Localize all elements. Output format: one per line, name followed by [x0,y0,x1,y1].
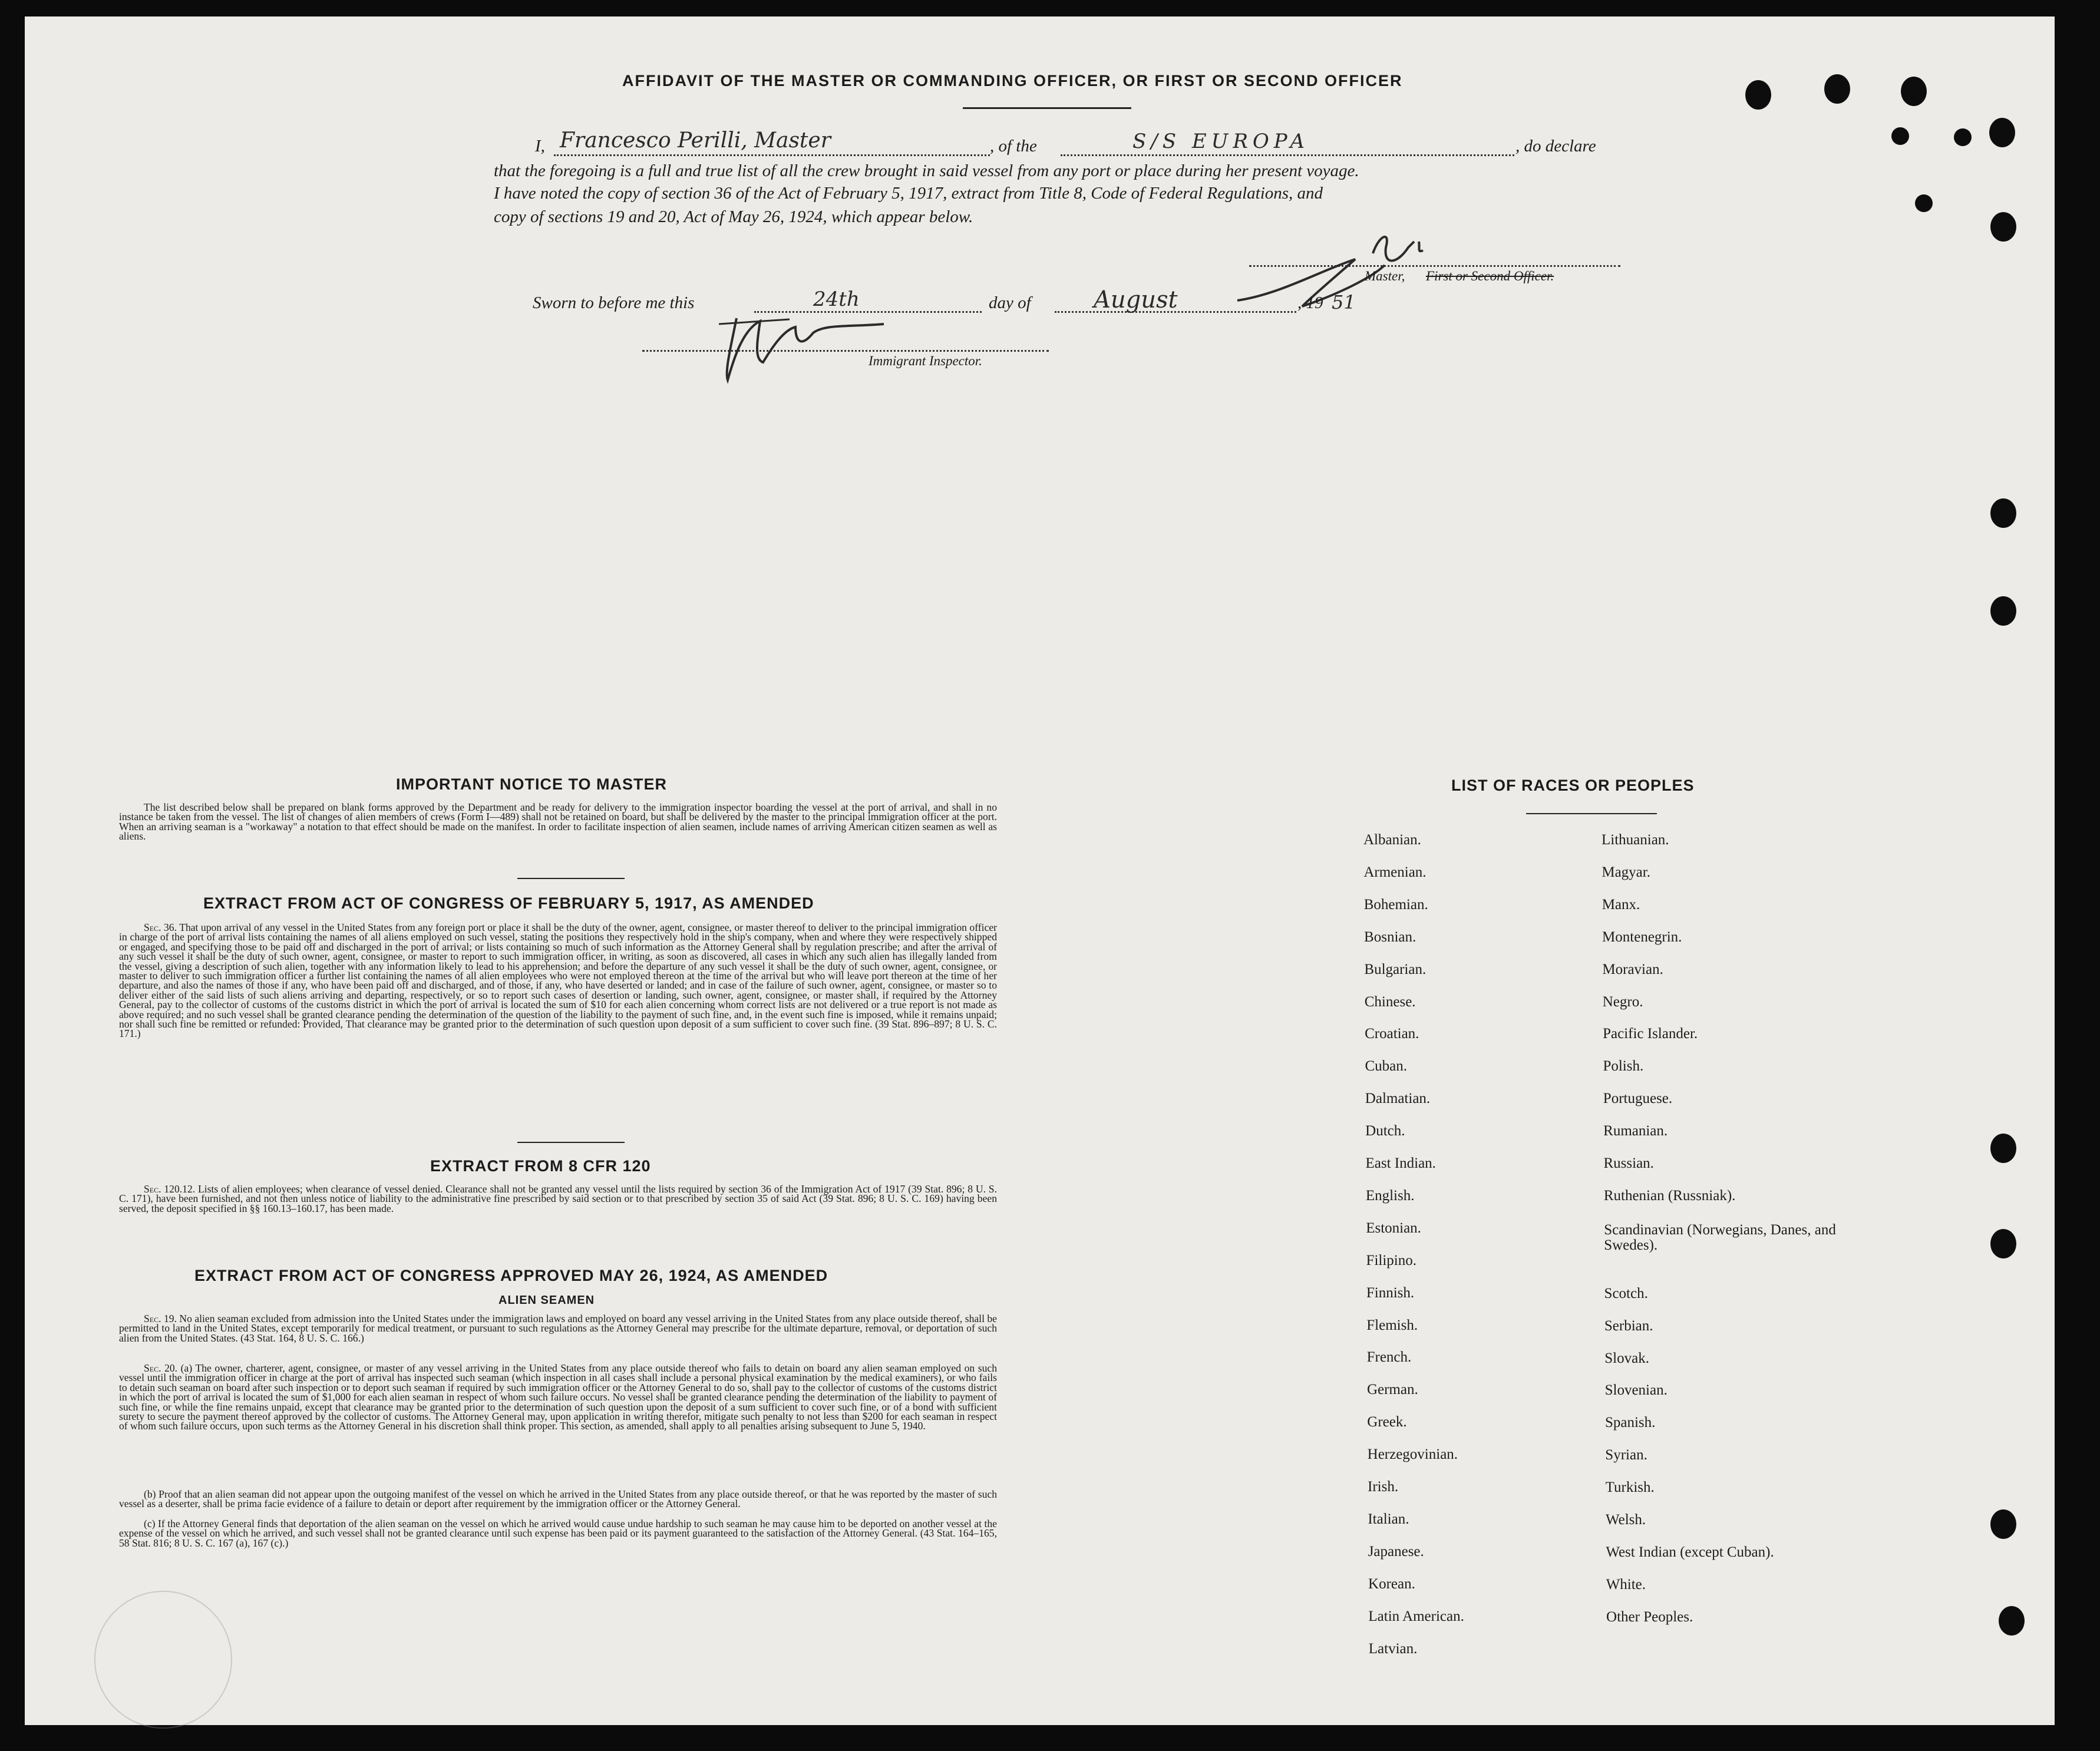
notice-text: The list described below shall be prepared on blank forms approved by the Department and be ready for delivery to the immigration inspector boarding the vessel at the port of arrival, and shall in no instance be taken from the vessel. The list of changes of alien members of crews (Form I—489) shall not be retained on board, but shall be delivered by the master to the principal immigration officer at the port. When an arriving seaman is a "workaway" a notation to that effect should be made on the manifest. In order to facilitate inspection of alien seamen, include names of arriving American citizen seamen as well as aliens. [119,801,997,843]
punch-hole [1990,1134,2016,1163]
punch-hole [1954,128,1972,146]
sec-20a-body: (a) The owner, charterer, agent, consignee, or master of any vessel arriving in the United States from any place outside thereof who fails to detain on board any alien seaman employed on such vessel until the immigration officer in charge at the port of arrival has inspected such seaman (which inspection in all cases shall include a personal physical examination by the medical examiners), or who fails to detain such seaman on board after such inspection or to deport such seaman if required by such immigration officer or the Attorney General to do so, shall pay to the collector of customs of the customs district in which the port of arrival is located the sum of $1,000 for each alien seaman in respect of whom such failure occurs. No vessel shall be granted clearance pending the determination of the liability to payment of such fine, or while the fine remains unpaid, except that clearance may be granted prior to the determination of such question upon the deposit of a sum sufficient to cover such fine, or of a bond with sufficient surety to secure the payment thereof approved by the collector of customs. The Attorney General may, upon application in writing therefor, mitigate such penalty to not less than $200 for each seaman in respect of whom such failure occurs, upon such terms as the Attorney General in his discretion shall think proper. This section, as amended, shall apply to all penalties arising subsequent to June 5, 1940. [119,1362,997,1432]
sec-120-label: Sec. 120.12. [144,1183,196,1195]
race-item: Rumanian. [1603,1123,1668,1139]
race-item: Montenegrin. [1602,929,1682,945]
race-item: Dutch. [1365,1123,1405,1139]
race-item: Armenian. [1363,864,1427,880]
sec-20a-text [119,1363,997,1431]
race-item: Magyar. [1602,864,1650,880]
race-item: Greek. [1367,1414,1407,1430]
punch-hole [1824,74,1850,104]
sworn-label: Sworn to before me this [533,293,695,312]
vessel-name: S/S EUROPA [1132,130,1310,153]
sworn-month: August [1094,286,1178,313]
race-item: Italian. [1368,1511,1409,1527]
race-item: Estonian. [1366,1220,1421,1236]
extract-cfr-text [119,1184,997,1213]
race-item: Portuguese. [1603,1091,1673,1107]
race-item: Croatian. [1365,1026,1419,1042]
punch-hole [1990,1229,2016,1258]
race-item: White. [1606,1576,1646,1593]
embossed-seal [94,1591,232,1729]
year-prefix: , 19 [1297,293,1323,312]
name-line [554,154,990,156]
day-of-label: day of [989,293,1031,312]
punch-hole [1999,1606,2025,1636]
race-item: East Indian. [1365,1155,1436,1171]
race-item: Latvian. [1368,1640,1418,1657]
vessel-line [1061,154,1514,156]
inspector-label: Immigrant Inspector. [869,353,982,368]
document-page [25,16,2055,1725]
section-rule [517,1142,625,1143]
do-declare-label: , do declare [1515,137,1596,156]
of-the-label: , of the [990,137,1037,156]
race-item: Moravian. [1602,961,1663,977]
master-title-label: Master, [1365,269,1405,283]
race-item: Welsh. [1606,1512,1646,1528]
race-item: German. [1366,1382,1418,1398]
title-rule [963,107,1131,109]
alien-seamen-subtitle: ALIEN SEAMEN [498,1294,595,1307]
races-title: LIST OF RACES OR PEOPLES [1451,777,1695,794]
race-item: Polish. [1603,1058,1644,1075]
sworn-day: 24th [813,288,860,311]
race-item: Herzegovinian. [1367,1446,1458,1463]
inspector-signature-scribble [707,306,907,389]
race-item: Syrian. [1605,1447,1647,1463]
race-item: Filipino. [1366,1252,1416,1268]
race-item: Russian. [1603,1155,1654,1171]
section-rule [517,878,625,879]
race-item: Scandinavian (Norwegians, Danes, and Swedes). [1604,1221,1836,1253]
notice-title: IMPORTANT NOTICE TO MASTER [396,775,667,793]
race-item: Other Peoples. [1606,1608,1693,1625]
extract-1924-title: EXTRACT FROM ACT OF CONGRESS APPROVED MAY 26, 1924, AS AMENDED [194,1267,828,1284]
race-item: West Indian (except Cuban). [1606,1544,1774,1560]
sec-120-body: Lists of alien employees; when clearance of vessel denied. Clearance shall not be granted any vessel until the lists required by section 36 of the Immigration Act of 1917 (39 Stat. 896; 8 U. S. C. 171), have been furnished, and not then unless notice of liability to the administrative fine prescribed by said section or to that prescribed by section 35 of said Act (39 Stat. 896; 8 U. S. C. 169) having been served, the deposit specified in §§ 160.13–160.17, has been made. [119,1183,997,1214]
race-item: Negro. [1602,993,1643,1010]
sec-36-label: Sec. 36. [144,921,177,933]
sec-19-body: No alien seaman excluded from admission into the United States under the immigration laws and employed on board any vessel arriving in the United States from any place outside thereof, shall be permitted to land in the United States, except temporarily for medical treatment, or pursuant to such regulations as the Attorney General may prescribe for the ultimate departure, removal, or deportation of such alien from the United States. (43 Stat. 164, 8 U. S. C. 166.) [119,1313,997,1344]
extract-1917-text [119,923,997,1039]
punch-hole [1915,194,1933,212]
race-item: Manx. [1602,896,1640,913]
race-item: Ruthenian (Russniak). [1603,1187,1736,1204]
race-item: Pacific Islander. [1603,1026,1698,1042]
race-item: Slovak. [1604,1350,1649,1366]
declarant-prefix: I, [535,137,545,156]
sec-20c-text: (c) If the Attorney General finds that deportation of the alien seaman on the vessel on which he arrived would cause undue hardship to such seaman he may cause him to be deported on another vessel at the expense of the vessel on which he arrived, and such vessel shall not be granted clearance until such expense has been paid or its payment guaranteed to the satisfaction of the Attorney General. (43 Stat. 164–165, 58 Stat. 816; 8 U. S. C. 167 (a), 167 (c).) [119,1518,997,1549]
punch-hole [1891,127,1909,145]
punch-hole [1990,1509,2016,1539]
races-title-rule [1526,813,1657,814]
race-item: Spanish. [1604,1415,1656,1431]
race-item: Bulgarian. [1364,961,1427,977]
punch-hole [1745,80,1771,110]
sec-19-text [119,1314,997,1343]
affidavit-body-line-3: copy of sections 19 and 20, Act of May 26, 1924, which appear below. [494,207,973,226]
punch-hole [1989,118,2015,147]
race-item: Cuban. [1365,1058,1407,1075]
race-item: Korean. [1368,1575,1415,1592]
punch-hole [1990,498,2016,528]
race-item: Turkish. [1605,1479,1655,1496]
sec-36-body: That upon arrival of any vessel in the United States from any foreign port or place it shall be the duty of the owner, agent, consignee, or master thereof to deliver to the principal immigration officer in charge of the port of arrival lists containing the names of all aliens employed on such vessel, stating the positions they respectively hold in the ship's company, when and where they were respectively shipped or engaged, and specifying those to be paid off and discharged in the port of arrival; or lists containing so much of such information as the Attorney General shall by regulation prescribe; and after the arrival of any such vessel it shall be the duty of such owner, agent, consignee, or master to report to such immigration officer, in writing, as soon as discovered, all cases in which any such alien has illegally landed from the vessel, giving a description of such alien, together with any information likely to lead to his apprehension; and before the departure of any such vessel it shall be the duty of such owner, agent, consignee, or master to deliver to such immigration officer a further list containing the names of all alien employees who were not employed thereon at the time of the arrival but who will leave port thereon at the time of her departure, and also the names of those if any, who have been paid off and discharged, and of those, if any, who have deserted or landed; and in case of the failure of such owner, agent, consignee, or master so to deliver either of the said lists of such aliens arriving and departing, respectively, or so to report such cases of desertion or landing, such owner, agent, consignee, or master shall, if required by the Attorney General, pay to the collector of customs of the customs district in which the port of arrival is located the sum of $10 for each alien concerning whom correct lists are not delivered or a true report is not made as above required; and no such vessel shall be granted clearance pending the determination of the question of the liability to the payment of such fine, and, in the event such fine is imposed, while it remains unpaid; nor shall such fine be remitted or refunded: Provided, That clearance may be granted prior to the determination of such question upon deposit of a sum sufficient to cover such fine. (39 Stat. 896–897; 8 U. S. C. 171.) [119,921,997,1040]
race-item: Slovenian. [1604,1382,1668,1399]
race-item: Finnish. [1366,1284,1415,1301]
race-item: Flemish. [1366,1317,1418,1333]
punch-hole [1990,212,2016,242]
race-item: Dalmatian. [1365,1091,1431,1107]
sec-19-label: Sec. 19. [144,1313,177,1324]
extract-cfr-title: EXTRACT FROM 8 CFR 120 [430,1157,651,1175]
race-item: French. [1366,1349,1412,1366]
punch-hole [1901,77,1927,106]
race-item: Serbian. [1604,1317,1653,1334]
race-item: Scotch. [1604,1285,1648,1301]
struck-officer-label: First or Second Officer. [1426,269,1554,283]
extract-1917-title: EXTRACT FROM ACT OF CONGRESS OF FEBRUARY 5, 1917, AS AMENDED [203,894,814,912]
affidavit-body-line-2: I have noted the copy of section 36 of the Act of February 5, 1917, extract from Title 8, Code of Federal Regulations, and [494,184,1323,203]
race-item: Bosnian. [1364,929,1416,945]
race-item: Irish. [1368,1479,1399,1495]
race-item: English. [1365,1187,1415,1204]
affidavit-title: AFFIDAVIT OF THE MASTER OR COMMANDING OFFICER, OR FIRST OR SECOND OFFICER [622,72,1403,90]
race-item: Chinese. [1364,993,1416,1010]
sworn-year: 51 [1332,291,1356,313]
punch-hole [1990,596,2016,626]
sec-20b-text: (b) Proof that an alien seaman did not appear upon the outgoing manifest of the vessel on which he arrived in the United States from any place outside thereof, or that he was reported by the master of such vessel as a deserter, shall be prima facie evidence of a failure to detain or deport after requirement by the immigration officer or the Attorney General. [119,1488,997,1510]
race-item: Albanian. [1363,832,1421,848]
affidavit-body-line-1: that the foregoing is a full and true list of all the crew brought in said vessel from any port or place during her present voyage. [494,161,1359,180]
race-item: Lithuanian. [1602,832,1669,848]
sec-20-label: Sec. 20. [144,1362,178,1374]
race-item: Latin American. [1368,1608,1464,1624]
master-name-signature: Francesco Perilli, Master [560,128,831,153]
race-item: Bohemian. [1363,896,1428,913]
race-item: Japanese. [1368,1543,1424,1560]
